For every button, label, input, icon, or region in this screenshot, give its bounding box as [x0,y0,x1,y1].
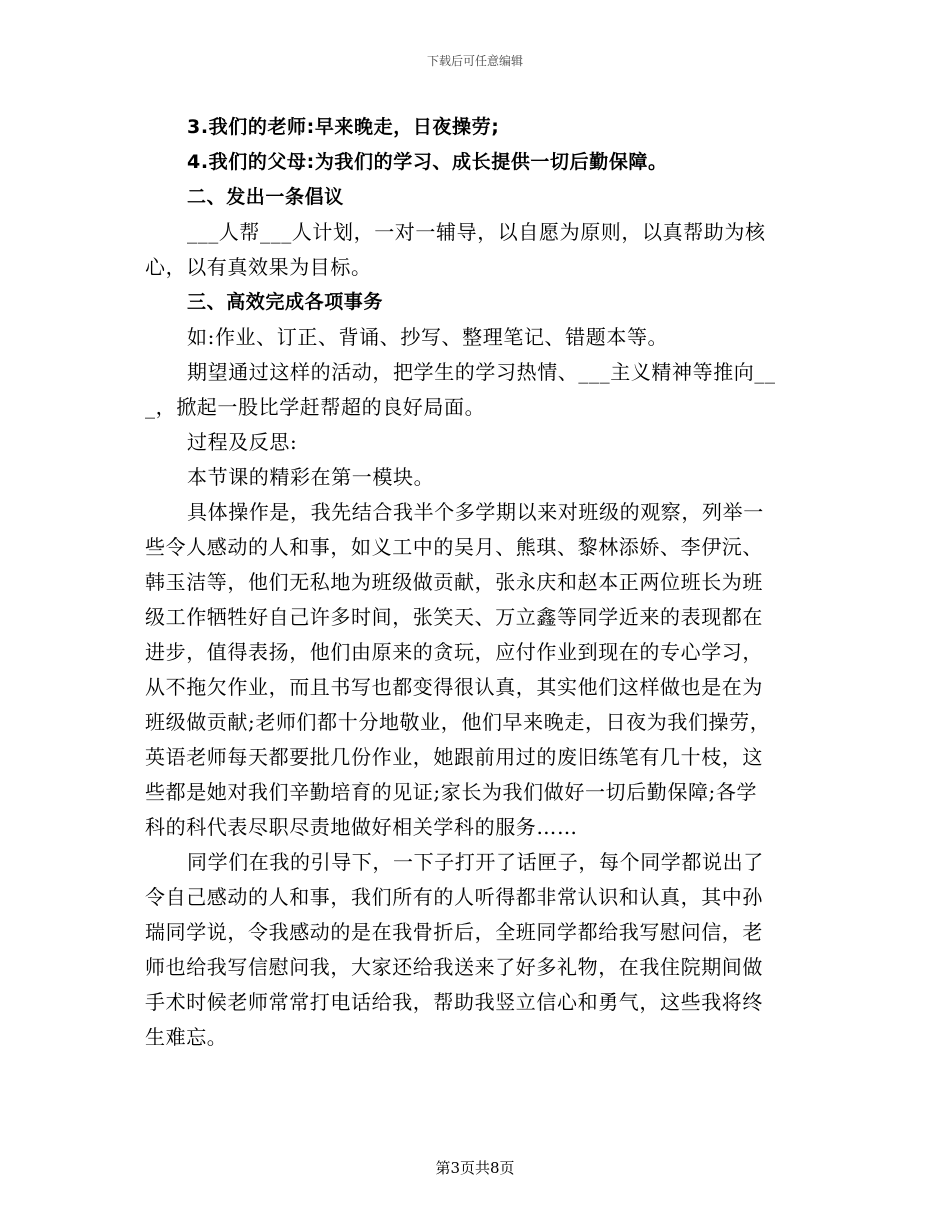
text-line-11: 本节课的精彩在第一模块。 [187,465,435,489]
text-line-24: 瑞同学说，令我感动的是在我骨折后，全班同学都给我写慰问信，老 [145,920,763,944]
text-line-16: 进步，值得表扬，他们由原来的贪玩，应付作业到现在的专心学习， [145,640,763,664]
text-line-17: 从不拖欠作业，而且书写也都变得很认真，其实他们这样做也是在为 [145,675,763,699]
text-line-21: 科的科代表尽职尽责地做好相关学科的服务…… [145,815,578,839]
section-heading-3: 三、高效完成各项事务 [187,291,384,313]
text-line-12: 具体操作是，我先结合我半个多学期以来对班级的观察，列举一 [187,500,764,524]
text-line-13: 些令人感动的人和事，如义工中的吴月、熊琪、黎林添娇、李伊沅、 [145,535,763,559]
page-number: 第3页共8页 [435,1159,515,1177]
text-line-14: 韩玉洁等，他们无私地为班级做贡献，张永庆和赵本正两位班长为班 [145,570,763,594]
text-line-5: 心，以有真效果为目标。 [145,255,372,279]
text-line-2: 4.我们的父母:为我们的学习、成长提供一切后勤保障。 [187,151,668,173]
page-header: 下载后可任意编辑 [426,54,523,68]
section-heading-2: 二、发出一条倡议 [187,186,344,208]
text-line-15: 级工作牺牲好自己许多时间，张笑天、万立鑫等同学近来的表现都在 [145,605,763,629]
text-line-9: _，掀起一股比学赶帮超的良好局面。 [145,395,486,419]
text-line-4: ___人帮___人计划，一对一辅导，以自愿为原则，以真帮助为核 [187,220,766,244]
text-line-8: 期望通过这样的活动，把学生的学习热情、___主义精神等推向__ [187,360,776,384]
text-line-19: 英语老师每天都要批几份作业，她跟前用过的废旧练笔有几十枝，这 [145,745,763,769]
text-line-25: 师也给我写信慰问我，大家还给我送来了好多礼物，在我住院期间做 [145,955,763,979]
text-line-7: 如:作业、订正、背诵、抄写、整理笔记、错题本等。 [187,325,669,349]
text-line-18: 班级做贡献;老师们都十分地敬业，他们早来晚走，日夜为我们操劳， [145,710,771,734]
text-line-22: 同学们在我的引导下，一下子打开了话匣子，每个同学都说出了 [187,850,764,874]
text-line-1: 3.我们的老师:早来晚走，日夜操劳; [187,116,500,138]
text-line-23: 令自己感动的人和事，我们所有的人听得都非常认识和认真，其中孙 [145,885,763,909]
text-line-10: 过程及反思: [187,430,298,454]
document-body [145,110,805,1055]
text-line-27: 生难忘。 [145,1025,228,1049]
text-line-20: 些都是她对我们辛勤培育的见证;家长为我们做好一切后勤保障;各学 [145,780,758,804]
text-line-26: 手术时候老师常常打电话给我，帮助我竖立信心和勇气，这些我将终 [145,990,763,1014]
